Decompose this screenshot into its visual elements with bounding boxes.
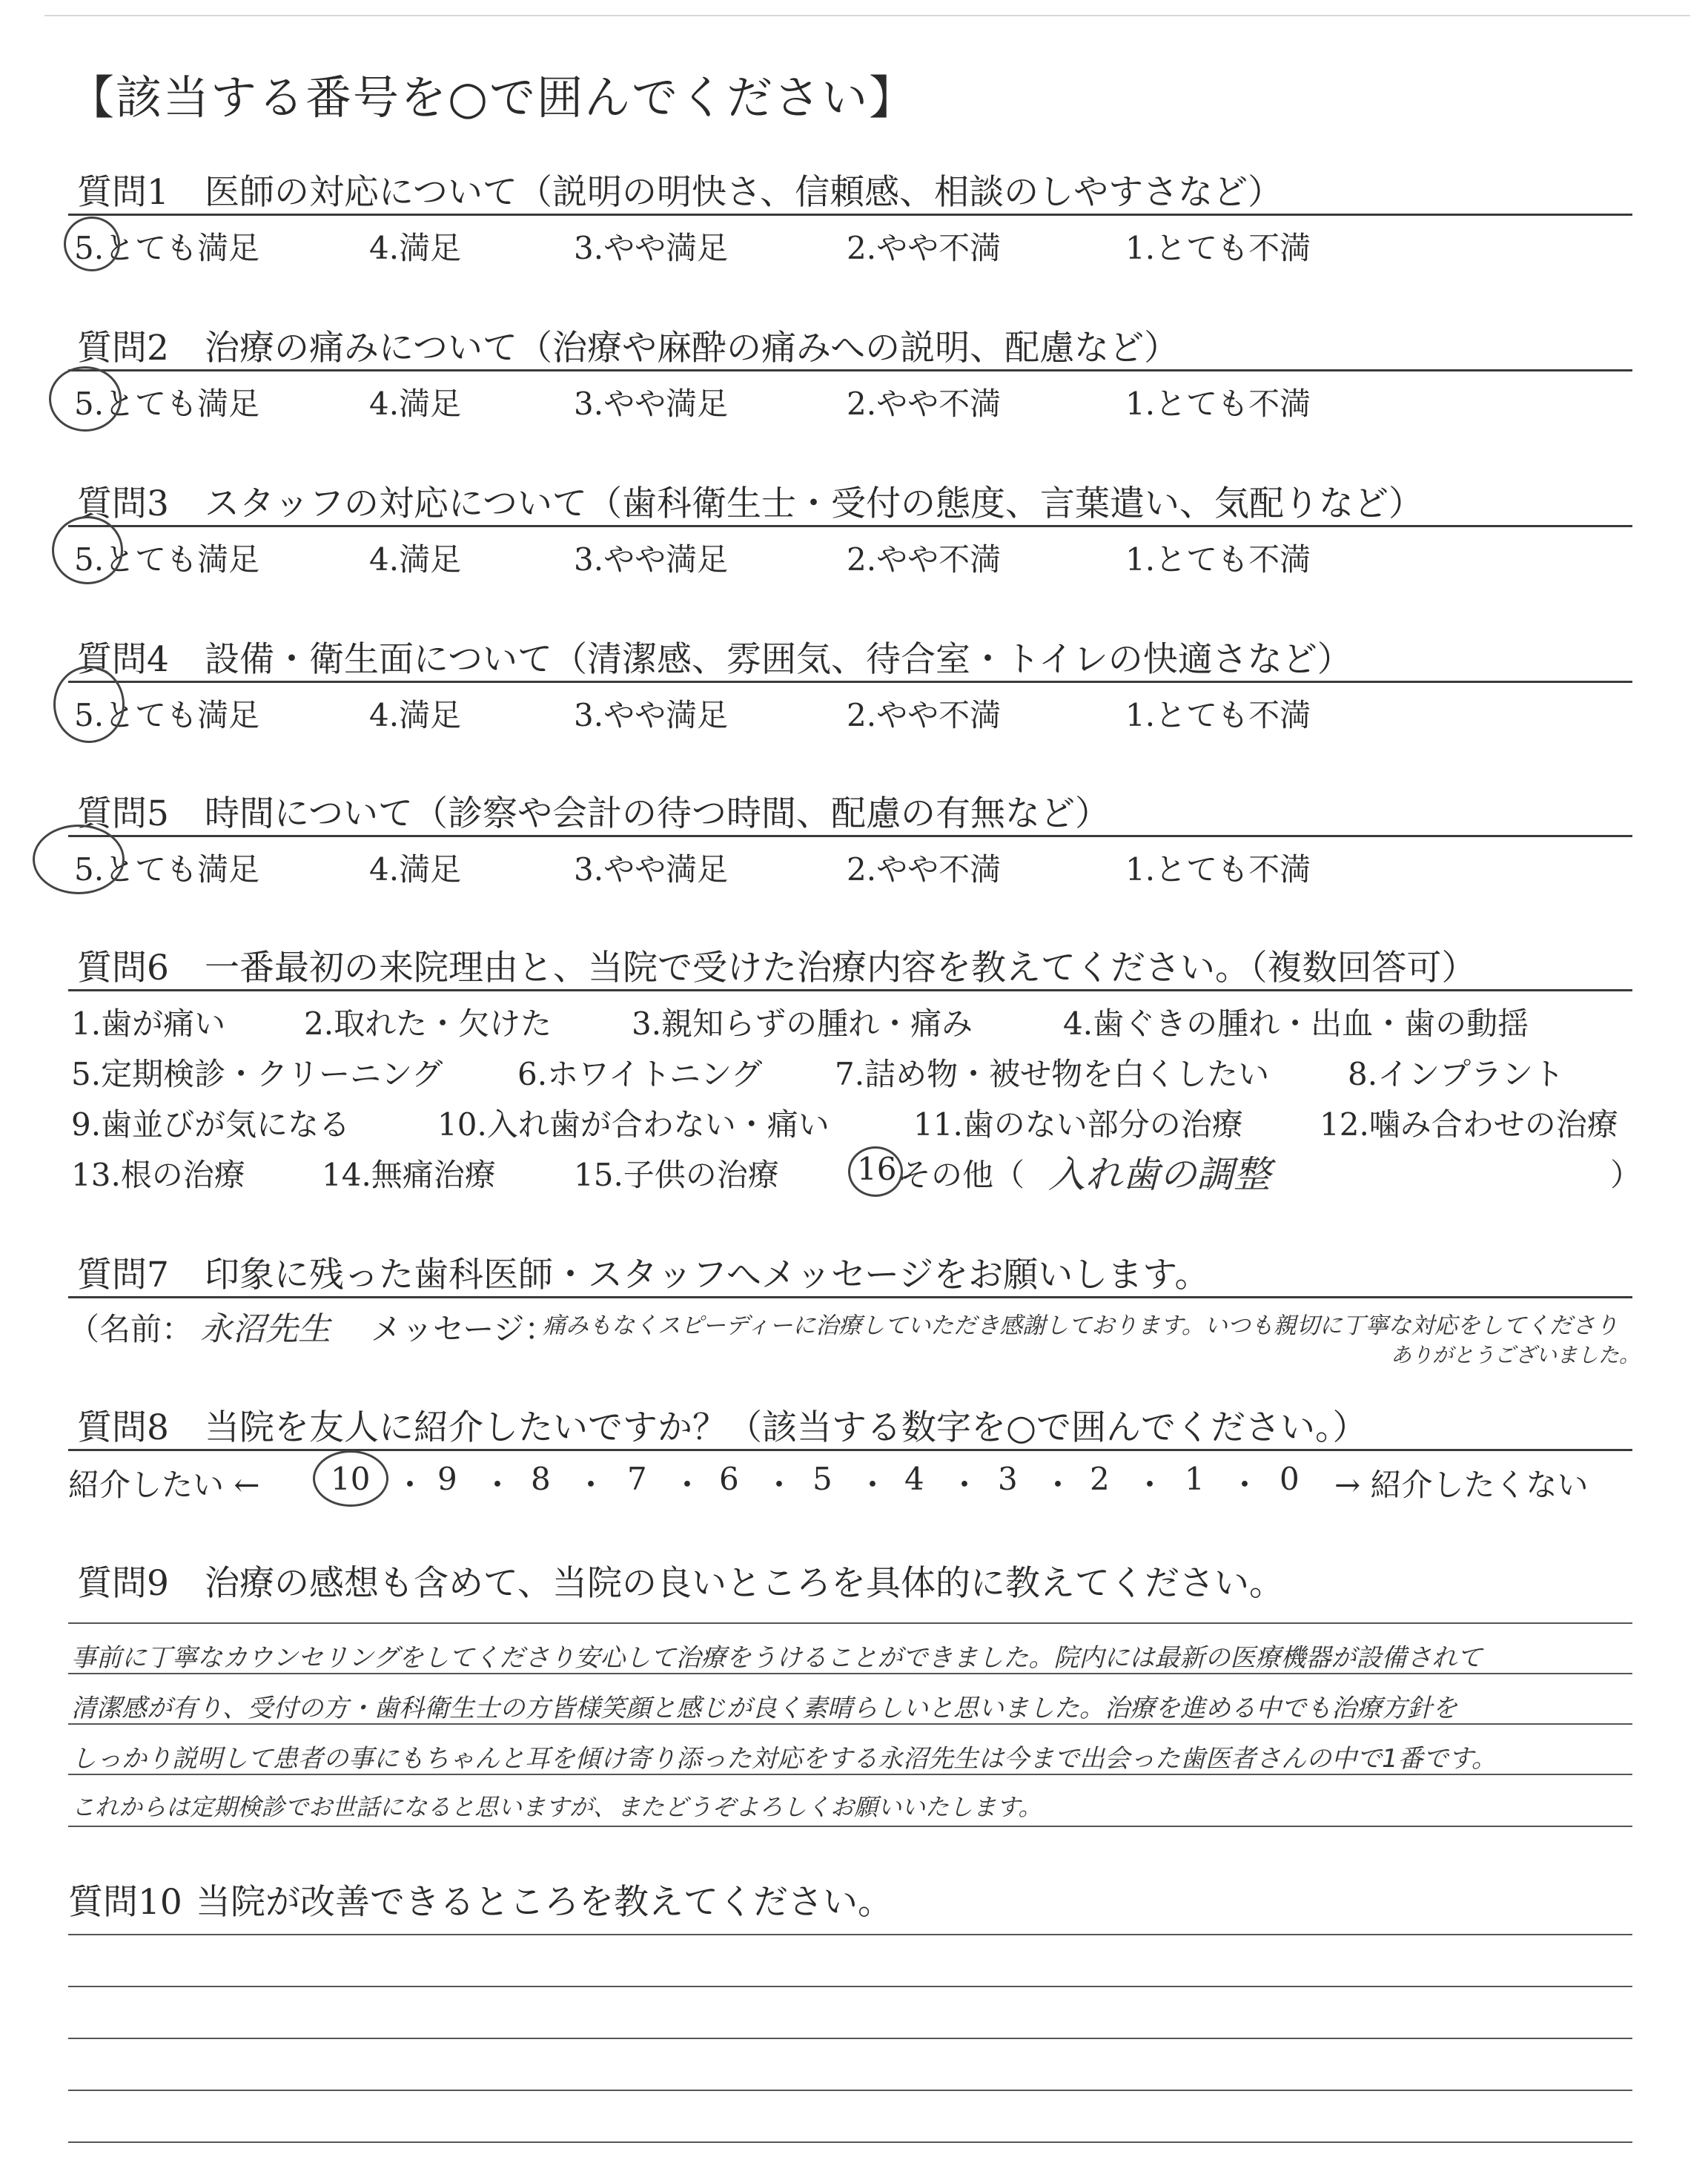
rating-option-5[interactable]: 5.とても満足	[74, 851, 260, 888]
question-heading	[77, 1400, 1368, 1450]
answer-handwritten-line-2: 清潔感が有り、受付の方・歯科衛生士の方皆様笑顔と感じが良く素晴らしいと思いました。治療を進める中でも治療方針を	[71, 1694, 1457, 1723]
rating-option-1[interactable]: 1.とても不満	[1125, 386, 1311, 422]
scale-separator: ・	[575, 1467, 607, 1503]
rating-option-4[interactable]: 4.満足	[369, 386, 462, 422]
scale-separator: ・	[1134, 1467, 1166, 1503]
selection-circle	[33, 825, 125, 894]
rating-option-2[interactable]: 2.やや不満	[847, 386, 1002, 422]
reason-option[interactable]: 1.歯が痛い	[71, 1005, 226, 1042]
reason-option[interactable]: 2.取れた・欠けた	[304, 1005, 552, 1042]
selection-circle	[52, 516, 123, 584]
reason-option[interactable]: 15.子供の治療	[574, 1157, 779, 1193]
question-8	[0, 1400, 1708, 1519]
question-rule	[68, 835, 1632, 837]
question-text: 当院が改善できるところを教えてください。	[196, 1882, 893, 1923]
question-9	[0, 1556, 1708, 1837]
question-text: 治療の痛みについて（治療や麻酔の痛みへの説明、配慮など）	[205, 328, 1179, 369]
selection-circle	[49, 366, 122, 432]
reason-option[interactable]: 10.入れ歯が合わない・痛い	[437, 1106, 830, 1143]
answer-handwritten-line-1: 事前に丁寧なカウンセリングをしてくださり安心して治療をうけることができました。院内には最新の医療機器が設備されて	[71, 1643, 1483, 1673]
question-rule	[68, 1449, 1632, 1451]
reason-option[interactable]: 13.根の治療	[71, 1157, 245, 1193]
question-6	[0, 940, 1708, 1207]
question-number: 質問7	[77, 1255, 169, 1295]
rating-option-1[interactable]: 1.とても不満	[1125, 230, 1311, 266]
reason-option[interactable]: 8.インプラント	[1348, 1056, 1565, 1092]
question-rule	[68, 214, 1632, 216]
reason-option[interactable]: 4.歯ぐきの腫れ・出血・歯の動揺	[1063, 1005, 1529, 1042]
question-rule	[68, 525, 1632, 527]
question-text: 治療の感想も含めて、当院の良いところを具体的に教えてください。	[205, 1563, 1285, 1604]
rating-option-3[interactable]: 3.やや満足	[574, 386, 729, 422]
rating-option-5[interactable]: 5.とても満足	[74, 386, 260, 422]
scale-separator: ・	[1042, 1467, 1074, 1503]
reason-option-other-close: ）	[1610, 1157, 1642, 1193]
answer-line[interactable]	[68, 2090, 1632, 2091]
name-handwritten: 永沼先生	[200, 1310, 331, 1348]
reason-option[interactable]: 3.親知らずの腫れ・痛み	[632, 1005, 973, 1042]
question-heading	[77, 165, 1282, 214]
question-heading	[77, 632, 1352, 681]
question-5	[0, 786, 1708, 934]
question-rule	[68, 1296, 1632, 1298]
question-rule	[68, 369, 1632, 371]
reason-option[interactable]: 9.歯並びが気になる	[71, 1106, 351, 1143]
question-number: 質問3	[77, 483, 169, 524]
reason-option[interactable]: 5.定期検診・クリーニング	[71, 1056, 443, 1092]
scale-value-6[interactable]: 6	[719, 1461, 739, 1497]
scale-left-label: 紹介したい ←	[68, 1467, 260, 1503]
question-heading	[77, 320, 1179, 370]
message-handwritten-line-2: ありがとうございました。	[1391, 1343, 1641, 1367]
question-text: 時間について（診察や会計の待つ時間、配慮の有無など）	[205, 793, 1110, 834]
question-number: 質問4	[77, 639, 169, 680]
rating-option-4[interactable]: 4.満足	[369, 851, 462, 888]
question-text: 印象に残った歯科医師・スタッフへメッセージをお願いします。	[205, 1255, 1210, 1295]
selection-circle	[848, 1146, 903, 1197]
selection-circle	[64, 217, 120, 271]
top-border	[44, 15, 1690, 16]
rating-option-1[interactable]: 1.とても不満	[1125, 851, 1311, 888]
reason-option[interactable]: 12.噛み合わせの治療	[1320, 1106, 1618, 1143]
answer-line	[68, 1826, 1632, 1827]
scale-value-10[interactable]: 10	[331, 1461, 371, 1497]
rating-option-4[interactable]: 4.満足	[369, 697, 462, 733]
rating-option-2[interactable]: 2.やや不満	[847, 697, 1002, 733]
question-text: スタッフの対応について（歯科衛生士・受付の態度、言葉遣い、気配りなど）	[205, 483, 1424, 524]
rating-option-4[interactable]: 4.満足	[369, 541, 462, 578]
answer-line[interactable]	[68, 1986, 1632, 1987]
scale-value-3[interactable]: 3	[998, 1461, 1018, 1497]
scale-value-7[interactable]: 7	[627, 1461, 647, 1497]
reason-option-other-label: その他（	[900, 1157, 1025, 1193]
rating-option-2[interactable]: 2.やや不満	[847, 851, 1002, 888]
answer-line	[68, 1622, 1632, 1624]
answer-handwritten-line-3: しっかり説明して患者の事にもちゃんと耳を傾け寄り添った対応をする永沼先生は今まで出会った歯医者さんの中で1番です。	[71, 1744, 1497, 1774]
question-number: 質問8	[77, 1407, 169, 1448]
question-rule	[68, 681, 1632, 683]
question-heading	[77, 786, 1110, 836]
scale-separator: ・	[949, 1467, 981, 1503]
page-title: 【該当する番号を○で囲んでください】	[68, 70, 917, 125]
question-7	[0, 1247, 1708, 1396]
message-label: メッセージ：	[371, 1311, 556, 1347]
scale-separator: ・	[857, 1467, 889, 1503]
rating-option-5[interactable]: 5.とても満足	[74, 230, 260, 266]
question-text: 医師の対応について（説明の明快さ、信頼感、相談のしやすさなど）	[205, 172, 1283, 213]
rating-option-3[interactable]: 3.やや満足	[574, 851, 729, 888]
reason-option[interactable]: 14.無痛治療	[322, 1157, 496, 1193]
rating-option-2[interactable]: 2.やや不満	[847, 230, 1002, 266]
selection-circle	[313, 1450, 388, 1507]
answer-handwritten-line-4: これからは定期検診でお世話になると思いますが、またどうぞよろしくお願いいたします。	[71, 1793, 1042, 1821]
name-label: （名前：	[68, 1311, 193, 1347]
reason-option[interactable]: 7.詰め物・被せ物を白くしたい	[835, 1056, 1270, 1092]
question-number: 質問6	[77, 948, 169, 988]
question-10	[0, 1875, 1708, 2156]
rating-option-5[interactable]: 5.とても満足	[74, 697, 260, 733]
question-heading	[77, 1556, 1284, 1605]
scale-separator: ・	[482, 1467, 514, 1503]
message-handwritten-line-1: 痛みもなくスピーディーに治療していただき感謝しております。いつも親切に丁寧な対応をしてくださり	[543, 1312, 1618, 1339]
question-heading	[77, 476, 1423, 526]
scale-value-4[interactable]: 4	[904, 1461, 924, 1497]
other-handwritten-answer: 入れ歯の調整	[1048, 1153, 1271, 1196]
question-2	[0, 320, 1708, 469]
answer-line[interactable]	[68, 1934, 1632, 1935]
rating-option-2[interactable]: 2.やや不満	[847, 541, 1002, 578]
question-3	[0, 476, 1708, 624]
question-number: 質問2	[77, 328, 169, 369]
scale-value-1[interactable]: 1	[1185, 1461, 1205, 1497]
scale-value-9[interactable]: 9	[437, 1461, 457, 1497]
rating-option-3[interactable]: 3.やや満足	[574, 230, 729, 266]
scale-right-label: → 紹介したくない	[1334, 1467, 1589, 1503]
question-rule	[68, 989, 1632, 991]
rating-option-4[interactable]: 4.満足	[369, 230, 462, 266]
scale-value-8[interactable]: 8	[531, 1461, 551, 1497]
scale-value-5[interactable]: 5	[812, 1461, 833, 1497]
reason-option[interactable]: 11.歯のない部分の治療	[913, 1106, 1243, 1143]
question-number: 質問9	[77, 1563, 169, 1604]
scale-separator: ・	[672, 1467, 704, 1503]
question-text: 設備・衛生面について（清潔感、雰囲気、待合室・トイレの快適さなど）	[205, 639, 1352, 680]
question-4	[0, 632, 1708, 780]
selection-circle	[53, 666, 125, 743]
question-1	[0, 165, 1708, 313]
scale-value-2[interactable]: 2	[1090, 1461, 1110, 1497]
question-number: 質問10	[68, 1882, 182, 1923]
rating-option-5[interactable]: 5.とても満足	[74, 541, 260, 578]
question-text: 一番最初の来院理由と、当院で受けた治療内容を教えてください。（複数回答可）	[205, 948, 1477, 988]
answer-line[interactable]	[68, 2038, 1632, 2039]
question-heading	[77, 1247, 1209, 1297]
scale-separator: ・	[764, 1467, 795, 1503]
question-heading	[77, 940, 1477, 990]
question-heading	[68, 1875, 893, 1924]
question-number: 質問1	[77, 172, 169, 213]
rating-option-3[interactable]: 3.やや満足	[574, 541, 729, 578]
scale-separator: ・	[1229, 1467, 1261, 1503]
reason-option[interactable]: 6.ホワイトニング	[517, 1056, 763, 1092]
question-number: 質問5	[77, 793, 169, 834]
scale-value-0[interactable]: 0	[1280, 1461, 1300, 1497]
rating-option-1[interactable]: 1.とても不満	[1125, 697, 1311, 733]
question-text: 当院を友人に紹介したいですか？（該当する数字を○で囲んでください。）	[205, 1407, 1368, 1448]
reason-option-other-number[interactable]: 16.	[857, 1151, 907, 1187]
rating-option-3[interactable]: 3.やや満足	[574, 697, 729, 733]
rating-option-1[interactable]: 1.とても不満	[1125, 541, 1311, 578]
answer-line[interactable]	[68, 2141, 1632, 2143]
scale-separator: ・	[394, 1467, 426, 1503]
